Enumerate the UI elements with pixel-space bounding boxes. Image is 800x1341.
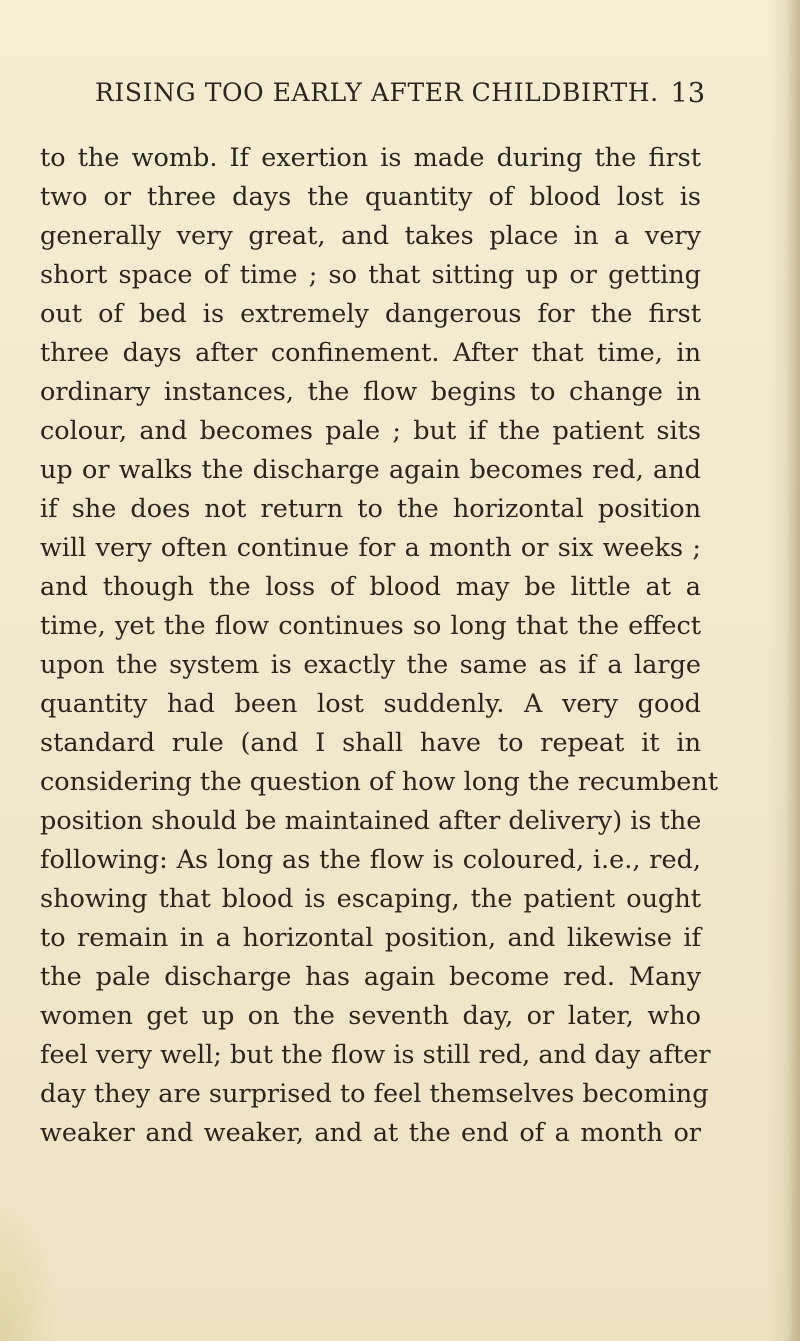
page-number: 13 [670, 78, 705, 109]
text-line: time, yet the flow continues so long that the effect [40, 611, 701, 641]
text-line: and though the loss of blood may be little at a [40, 572, 701, 602]
text-line: feel very well; but the flow is still red, and day after [40, 1040, 711, 1070]
text-line: upon the system is exactly the same as if a large [40, 650, 701, 680]
text-line: the pale discharge has again become red. Many [40, 962, 701, 992]
text-line: day they are surprised to feel themselves becoming [40, 1079, 709, 1109]
text-line: position should be maintained after delivery) is the [40, 806, 702, 836]
text-line: will very often continue for a month or six weeks ; [40, 533, 701, 563]
paper-stain [0, 1201, 60, 1341]
text-line: following: As long as the flow is coloured, i.e., red, [40, 845, 701, 875]
text-line: standard rule (and I shall have to repeat it in [40, 728, 701, 758]
text-line: to remain in a horizontal position, and likewise if [40, 923, 701, 953]
running-head [95, 78, 705, 118]
text-line: women get up on the seventh day, or later, who [40, 1001, 701, 1031]
text-line: to the womb. If exertion is made during the first [40, 143, 701, 173]
text-line: weaker and weaker, and at the end of a month or [40, 1118, 701, 1148]
text-line: three days after confinement. After that time, in [40, 338, 701, 368]
text-line: ordinary instances, the flow begins to change in [40, 377, 701, 407]
page-edge-shadow [786, 0, 800, 1341]
chapter-title: RISING TOO EARLY AFTER CHILDBIRTH. [95, 78, 659, 107]
text-line: short space of time ; so that sitting up or getting [40, 260, 701, 290]
text-line: if she does not return to the horizontal position [40, 494, 701, 524]
body-text [40, 139, 719, 1153]
text-line: out of bed is extremely dangerous for the first [40, 299, 701, 329]
text-line: quantity had been lost suddenly. A very good [40, 689, 701, 719]
text-line: considering the question of how long the recumbent [40, 767, 719, 797]
text-line: colour, and becomes pale ; but if the patient sits [40, 416, 701, 446]
text-line: showing that blood is escaping, the patient ought [40, 884, 701, 914]
text-line: up or walks the discharge again becomes red, and [40, 455, 701, 485]
text-line: two or three days the quantity of blood lost is [40, 182, 701, 212]
text-line: generally very great, and takes place in a very [40, 221, 701, 251]
